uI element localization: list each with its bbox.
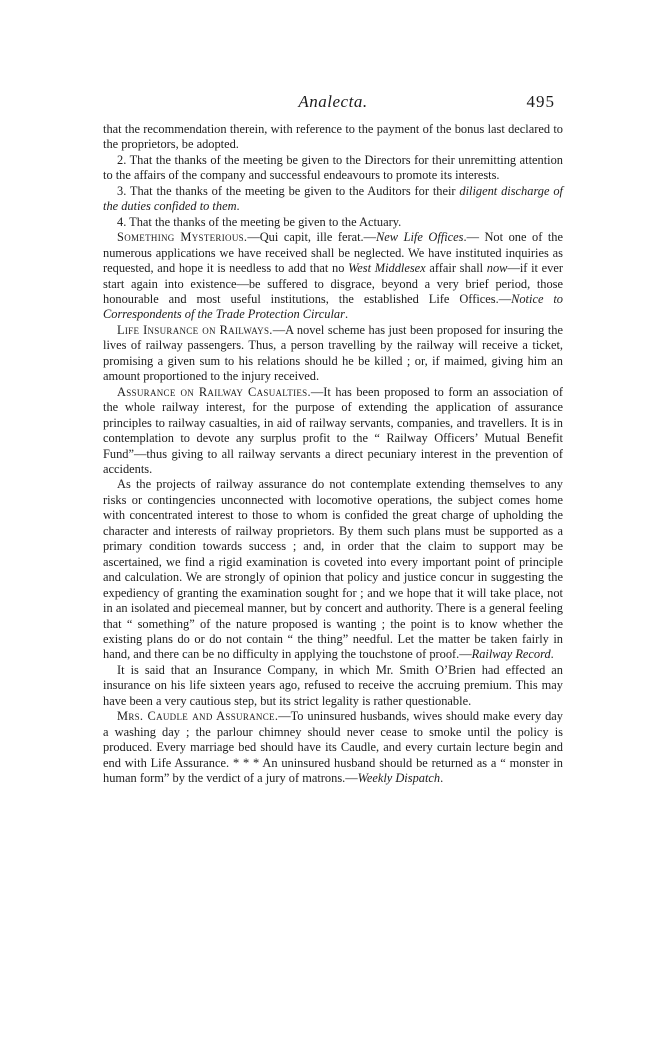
paragraph-resolution-2: 2. That the thanks of the meeting be given to the Directors for their unremitting attention to the affairs of the company and successful endeavours to promote its interests. [103, 152, 563, 183]
paragraph-life-insurance-railways: Life Insurance on Railways.—A novel scheme has just been proposed for insuring the lives of railway passengers. Thus, a person travelling by the railway will receive a ticket, promising a given sum to his relations should he be killed ; or, if maimed, giving him an amount proportioned to the injury received. [103, 322, 563, 384]
paragraph-smith-obrien: It is said that an Insurance Company, in which Mr. Smith O’Brien had effected an insurance on his life sixteen years ago, refused to receive the accruing premium. This may have been a very cautious step, but its strict legality is rather questionable. [103, 662, 563, 708]
running-title: Analecta. [298, 92, 368, 111]
source-citation: New Life Offices [376, 230, 464, 245]
section-heading: Assurance on Railway Casualties. [117, 384, 311, 399]
source-citation: Weekly Dispatch [357, 771, 441, 786]
source-citation: Railway Record [471, 647, 551, 662]
running-header [103, 92, 563, 118]
paragraph-something-mysterious: Something Mysterious.—Qui capit, ille ferat.—New Life Offices.— Not one of the numerous applications we have received shall be neglected. We have instituted inquiries as requested, and hope it is needless to add that no West Middlesex affair shall now—if it ever start again into existence—be suffered to disgrace, beyond a very brief period, those honourable and most useful institutions, the established Life Offices.—Notice to Correspondents of the Trade Protection Circular. [103, 230, 563, 322]
paragraph-resolution-3: 3. That the thanks of the meeting be given to the Auditors for their diligent discharge of the duties confided to them. [103, 183, 563, 214]
section-heading: Life Insurance on Railways. [117, 322, 273, 337]
source-citation: Notice to Correspondents of the Trade Protection Circular [103, 291, 563, 322]
paragraph-railway-assurance-projects: As the projects of railway assurance do not contemplate extending themselves to any risks or contingencies unconnected with locomotive operations, the subject comes home with concentrated interest to those to whom is confided the great charge of upholding the character and interests of railway proprietors. By them such plans must be supported as a primary condition towards success ; and, in order that the claim to support may be ascertained, we find a rigid examination is coveted into every important point of principle and calculation. We are strongly of opinion that policy and justice concur in suggesting the expediency of granting the examination sought for ; and we hope that it will take place, not in an isolated and piecemeal manner, but by concert and authority. There is a general feeling that “ something” of the nature proposed is wanting ; the point is to know whether the existing plans do or do not contain “ the thing” needful. Let the matter be taken fairly in hand, and there can be no difficulty in applying the touchstone of proof.—Railway Record. [103, 477, 563, 662]
paragraph-resolution-continued: that the recommendation therein, with reference to the payment of the bonus last declared to the proprietors, be adopted. [103, 122, 563, 152]
section-heading: Mrs. Caudle and Assurance. [117, 709, 279, 724]
page-number: 495 [526, 92, 555, 111]
paragraph-resolution-4: 4. That the thanks of the meeting be given to the Actuary. [117, 214, 402, 229]
article-body [103, 122, 563, 786]
section-heading: Something Mysterious. [117, 230, 248, 245]
paragraph-railway-casualties: Assurance on Railway Casualties.—It has been proposed to form an association of the whole railway interest, for the purpose of extending the application of assurance principles to railway casualties, in aid of railway servants, companies, and travellers. It is in contemplation to devote any surplus profit to the “ Railway Officers’ Mutual Benefit Fund”—thus giving to all railway servants a direct pecuniary interest in the prevention of accidents. [103, 384, 563, 476]
book-page [103, 92, 563, 786]
paragraph-mrs-caudle: Mrs. Caudle and Assurance.—To uninsured husbands, wives should make every day a washing day ; the parlour chimney should never cease to smoke until the policy is produced. Every marriage bed should have its Caudle, and every curtain lecture begin and end with Life Assurance. * * * An uninsured husband should be returned as a “ monster in human form” by the verdict of a jury of matrons.—Weekly Dispatch. [103, 709, 563, 786]
